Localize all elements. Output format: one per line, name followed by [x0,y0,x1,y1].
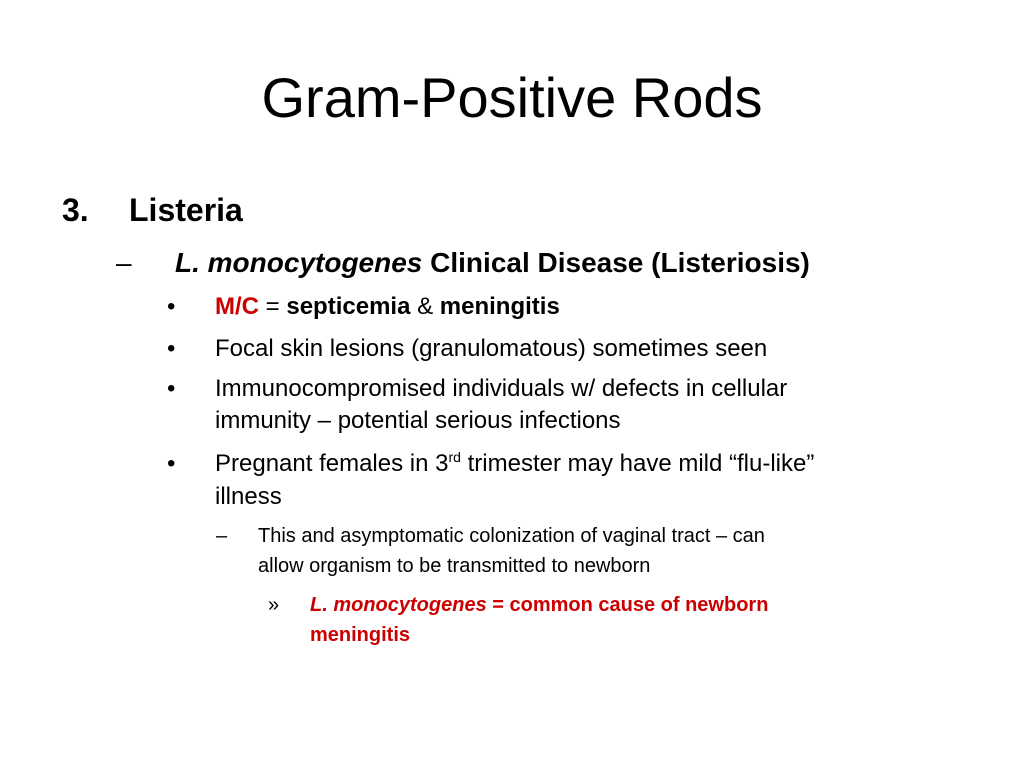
sub-sub-bullet-organism: L. monocytogenes [310,594,487,616]
bullet-1-septicemia: septicemia [286,293,411,320]
slide-title: Gram-Positive Rods [261,66,763,129]
bullet-3-marker: • [167,375,176,402]
bullet-1-meningitis: meningitis [439,293,560,320]
sub-sub-bullet-line-1 [310,592,768,618]
section-number: 3. [62,192,89,228]
bullet-4-line-2: illness [215,483,282,510]
bullet-1 [215,292,560,322]
subheading-dash: – [116,247,132,278]
bullet-2: Focal skin lesions (granulomatous) sometimes seen [215,335,768,362]
bullet-1-amp: & [410,293,440,320]
sub-sub-bullet-line-2: meningitis [310,624,411,646]
bullet-4-pre: Pregnant females in 3 [215,450,449,477]
sub-bullet-dash: – [216,525,228,547]
subheading [175,246,810,280]
sub-sub-bullet-text: = common cause of newborn [486,594,769,616]
bullet-3-line-2: immunity – potential serious infections [215,407,621,434]
subheading-text: Clinical Disease (Listeriosis) [422,247,810,278]
sub-bullet-line-1: This and asymptomatic colonization of vaginal tract – can [258,525,765,547]
bullet-1-marker: • [167,293,176,320]
bullet-3-line-1: Immunocompromised individuals w/ defects in cellular [215,375,788,402]
sub-bullet-line-2: allow organism to be transmitted to newborn [258,555,651,577]
bullet-2-marker: • [167,335,176,362]
bullet-4-line-1 [215,449,814,479]
bullet-1-mc: M/C [215,293,259,320]
section-heading: Listeria [129,192,243,228]
bullet-4-superscript: rd [448,449,461,465]
sub-sub-bullet-marker: » [268,594,280,616]
subheading-organism: L. monocytogenes [175,247,423,278]
bullet-4-marker: • [167,450,176,477]
bullet-4-post: trimester may have mild “flu-like” [460,450,815,477]
bullet-1-eq: = [259,293,287,320]
